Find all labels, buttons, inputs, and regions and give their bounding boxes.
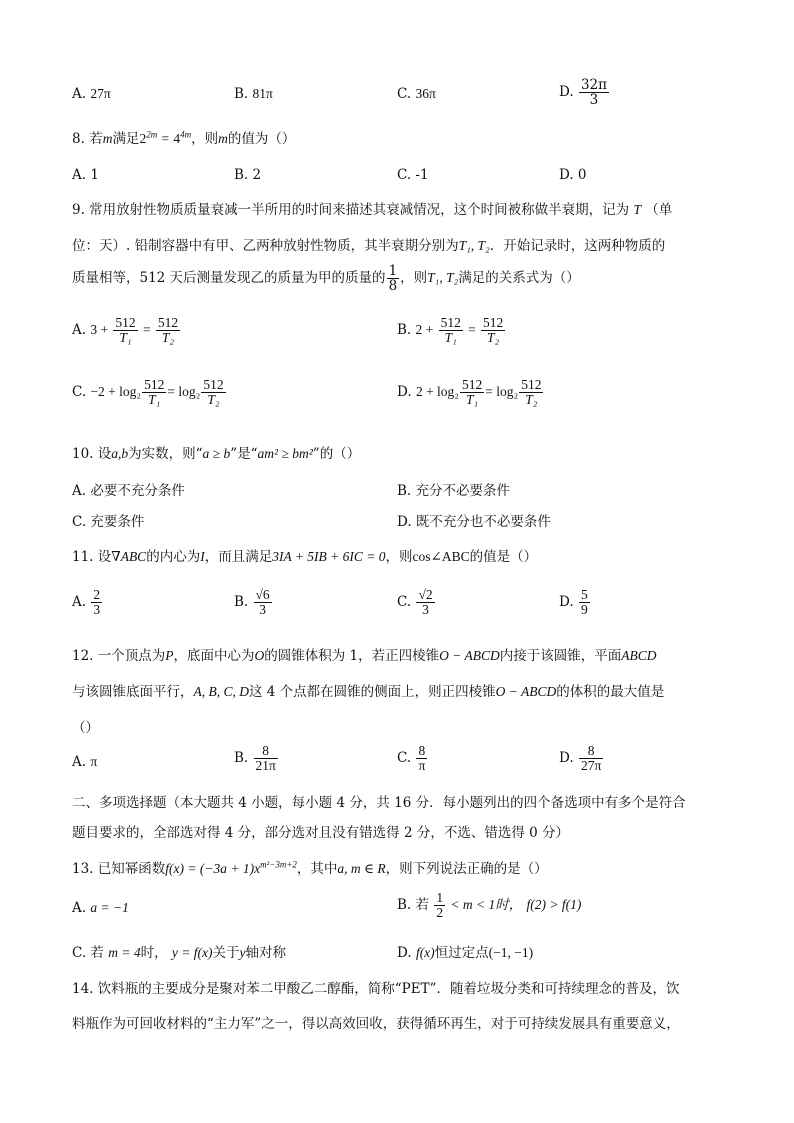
q10-option-d: D. 既不充分也不必要条件 xyxy=(397,514,551,530)
section-2-heading-line1: 二、多项选择题（本大题共 4 小题，每小题 4 分，共 16 分．每小题列出的四个备选项中有多个是符合 xyxy=(72,795,686,811)
q14-stem-line2: 料瓶作为可回收材料的“主力军”之一，得以高效回收，获得循环再生，对于可持续发展具有重要意义， xyxy=(72,1016,680,1032)
q8-option-c: C. -1 xyxy=(397,167,429,183)
fraction: $\frac{1}{8}$ xyxy=(388,263,398,295)
q13-option-d: D. f(x)恒过定点(−1, −1) xyxy=(397,945,534,961)
q9-option-a: A. 3 + $\frac{512}{\text{T₁}}$ = $\frac{512}{\text{T₂}}$ xyxy=(72,315,179,346)
q9-stem-line1: 9. 常用放射性物质质量衰减一半所用的时间来描述其衰减情况，这个时间被称做半衰期，记为 T （单 xyxy=(72,202,673,218)
q7-option-d: D. $\frac{32\pi}{3}$ xyxy=(559,77,607,109)
q13-option-a: A. a = −1 xyxy=(72,900,129,916)
q12-stem-line1: 12. 一个顶点为P，底面中心为O的圆锥体积为 1，若正四棱锥O − ABCD内接于该圆锥，平面ABCD xyxy=(72,648,657,664)
q7-option-b: B. 81π xyxy=(234,86,273,102)
q11-stem: 11. 设∇ABC的内心为I，而且满足3IA + 5IB + 6IC = 0，则cos∠ABC的值是（） xyxy=(72,549,538,565)
q8-option-a: A. 1 xyxy=(72,167,99,183)
q11-option-d: D. $\frac{5}{9}$ xyxy=(559,587,588,618)
q9-option-c: C. −2 + log₂ $\frac{512}{\text{T₁}}$ = log₂ $\frac{512}{\text{T₂}}$ xyxy=(72,377,224,408)
q13-stem: 13. 已知幂函数$f(x) = (-3a + 1)x^{m^2-3m+2}$，其中a, m ∈ R，则下列说法正确的是（） xyxy=(72,859,548,877)
q12-option-b: B. $\frac{8}{21\pi}$ xyxy=(234,743,276,774)
q11-option-c: C. $\frac{√2}{3}$ xyxy=(397,587,433,618)
q12-stem-line2: 与该圆锥底面平行，A, B, C, D这 4 个点都在圆锥的侧面上，则正四棱锥O − ABCD的体积的最大值是 xyxy=(72,684,665,700)
q10-option-a: A. 必要不充分条件 xyxy=(72,483,185,499)
q12-option-d: D. $\frac{8}{27\pi}$ xyxy=(559,743,602,774)
q9-option-d: D. 2 + log₂ $\frac{512}{\text{T₁}}$ = log₂ $\frac{512}{\text{T₂}}$ xyxy=(397,377,542,408)
q7-option-a: A. 27π xyxy=(72,86,111,102)
q10-stem: 10. 设a,b为实数，则“a ≥ b”是“am² ≥ bm²”的（） xyxy=(72,446,361,462)
q13-option-b: B. 若 $\frac{1}{2}$ < m < 1时， f(2) > f(1) xyxy=(397,890,582,921)
q8-stem: 8. 若m满足$2^{2m} = 4^{4m}$，则m的值为（） xyxy=(72,129,296,147)
q8-option-b: B. 2 xyxy=(234,167,262,183)
q12-option-a: A. π xyxy=(72,754,98,770)
section-2-heading-line2: 题目要求的，全部选对得 4 分，部分选对且没有错选得 2 分，不选、错选得 0 分） xyxy=(72,825,570,841)
fraction: $\frac{32\pi}{3}$ xyxy=(580,77,607,109)
q9-stem-line3: 质量相等，512 天后测量发现乙的质量为甲的质量的 $\frac{1}{8}$ ，则T₁, T₂满足的关系式为（） xyxy=(72,263,580,295)
q10-option-c: C. 充要条件 xyxy=(72,514,145,530)
q10-option-b: B. 充分不必要条件 xyxy=(397,483,511,499)
q8-option-d: D. 0 xyxy=(559,167,587,183)
q12-stem-line3: （） xyxy=(72,720,99,736)
q9-option-b: B. 2 + $\frac{512}{\text{T₁}}$ = $\frac{512}{\text{T₂}}$ xyxy=(397,315,504,346)
q13-option-c: C. 若 m = 4时， y = f(x)关于y轴对称 xyxy=(72,945,286,961)
q14-stem-line1: 14. 饮料瓶的主要成分是聚对苯二甲酸乙二醇酯，简称“PET”．随着垃圾分类和可持续理念的普及，饮 xyxy=(72,981,680,997)
q11-option-a: A. $\frac{2}{3}$ xyxy=(72,587,101,618)
q7-option-c: C. 36π xyxy=(397,86,436,102)
q9-stem-line2: 位：天）. 铅制容器中有甲、乙两种放射性物质，其半衰期分别为T₁, T₂．开始记录时，这两种物质的 xyxy=(72,238,666,254)
q11-option-b: B. $\frac{√6}{3}$ xyxy=(234,587,270,618)
q12-option-c: C. $\frac{8}{\pi}$ xyxy=(397,743,426,774)
